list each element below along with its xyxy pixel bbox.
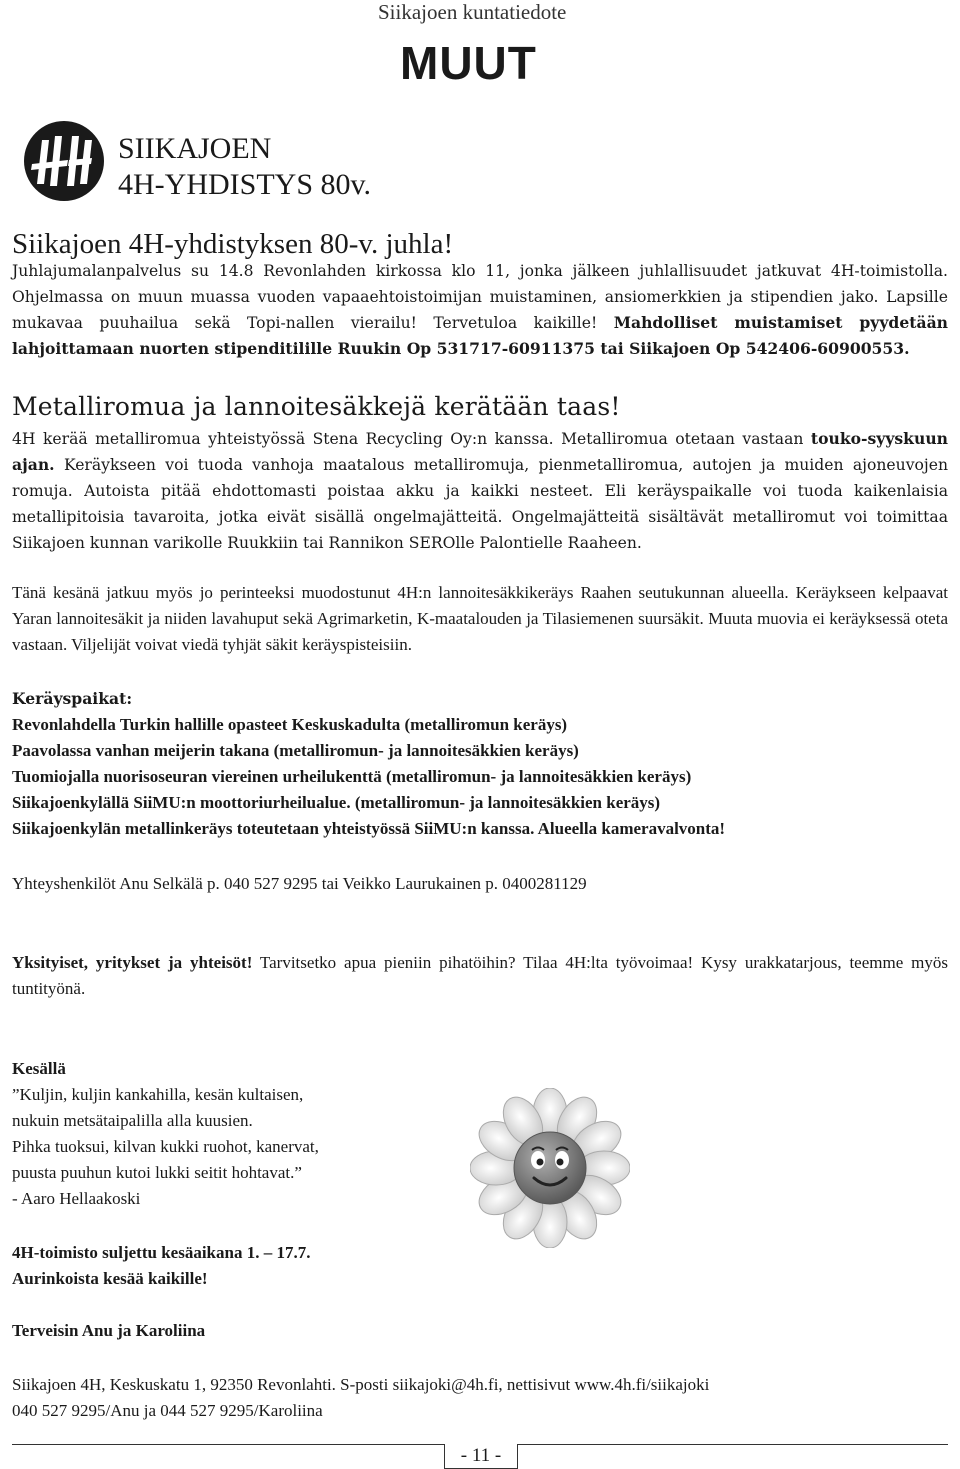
- org-name-line2: 4H-YHDISTYS 80v.: [118, 168, 372, 201]
- article3-bold: Yksityiset, yritykset ja yhteisöt!: [12, 953, 253, 972]
- collect-heading: Keräyspaikat:: [12, 689, 133, 708]
- collect-point: Paavolassa vanhan meijerin takana (metalliromun- ja lannoitesäkkien keräys): [12, 741, 579, 760]
- phone-line: 040 527 9295/Anu ja 044 527 9295/Karoliina: [12, 1401, 323, 1420]
- collect-point: Tuomiojalla nuorisoseuran viereinen urheilukenttä (metalliromun- ja lannoitesäkkien keräys): [12, 767, 692, 786]
- article1-title: Siikajoen 4H-yhdistyksen 80-v. juhla!: [12, 228, 454, 260]
- collect-point: Siikajoenkylällä SiiMU:n moottoriurheilualue. (metalliromun- ja lannoitesäkkien keräys): [12, 793, 661, 812]
- smiling-flower-icon: [470, 1088, 630, 1248]
- greetings: Terveisin Anu ja Karoliina: [12, 1321, 206, 1340]
- article2-paragraph1: [12, 426, 948, 556]
- article1-donation: Mahdolliset muistamiset pyydetään lahjoittamaan nuorten stipenditilille Ruukin Op 531717-60911375 tai Siikajoen Op 542406-60900553.: [12, 313, 949, 358]
- 4h-logo-icon: [22, 120, 106, 202]
- publication-title: Siikajoen kuntatiedote: [378, 0, 567, 24]
- article1-intro: Juhlajumalanpalvelus su 14.8 Revonlahden kirkossa klo 11, jonka jälkeen juhlallisuudet jatkuvat 4H-toimistolla. Ohjelmassa on muun muassa vuoden vapaaehtoistoimijan muistaminen, ansiomerkkien ja stipendien jako. Lapsille mukavaa puuhailua sekä Topi-nallen vierailu! Tervetuloa kaikille!: [12, 262, 948, 332]
- article1-body: [12, 258, 948, 362]
- address-line: Siikajoen 4H, Keskuskatu 1, 92350 Revonlahti. S-posti siikajoki@4h.fi, nettisivut www.4h.fi/siikajoki: [12, 1375, 710, 1394]
- article2-title: Metalliromua ja lannoitesäkkejä kerätään taas!: [12, 392, 621, 421]
- article2-paragraph2: Tänä kesänä jatkuu myös jo perinteeksi muodostunut 4H:n lannoitesäkkikeräys Raahen seutukunnan alueella. Keräykseen kelpaavat Yaran lannoitesäkit ja niiden lavahuput sekä Agrimarketin, K-maatalouden ja Tilasiemenen suursäkit. Muuta muovia ei keräyksessä oteta vastaan. Viljelijät voivat viedä tyhjät säkit keräyspisteisiin.: [12, 583, 948, 654]
- article2-p1-text2: Keräykseen voi tuoda vanhoja maatalous metalliromuja, pienmetalliromua, autojen ja muiden ajoneuvojen romuja. Autoista pitää ehdottomasti poistaa akku ja kaikki nesteet. Eli keräyspaikalle voi tuoda kaikenlaisia metallipitoisia tavaroita, jotka eivät sisällä ongelmajätteitä. Ongelmajätteitä sisältävät metalliromut voi toimittaa Siikajoen kunnan varikolle Ruukkiin tai Rannikon SEROlle Palontielle Raaheen.: [12, 456, 948, 552]
- poem-line: ”Kuljin, kuljin kankahilla, kesän kultaisen,: [12, 1085, 304, 1104]
- org-name-line1: SIIKAJOEN: [118, 132, 272, 165]
- office-closed-notice: 4H-toimisto suljettu kesäaikana 1. – 17.7.: [12, 1243, 311, 1262]
- poem-title: Kesällä: [12, 1059, 66, 1078]
- article3-text: Tarvitsetko apua pieniin pihatöihin? Tilaa 4H:lta työvoimaa! Kysy urakkatarjous, teemme myös tuntityönä.: [12, 953, 948, 998]
- contact-persons: Yhteyshenkilöt Anu Selkälä p. 040 527 9295 tai Veikko Laurukainen p. 0400281129: [12, 874, 587, 893]
- poem-line: puusta puuhun kutoi lukki seitit hohtavat.”: [12, 1163, 302, 1182]
- summer-wish: Aurinkoista kesää kaikille!: [12, 1269, 208, 1288]
- poem-line: Pihka tuoksui, kilvan kukki ruohot, kanervat,: [12, 1137, 319, 1156]
- page-number: - 11 -: [444, 1444, 518, 1469]
- section-title: MUUT: [400, 37, 537, 89]
- poem-line: nukuin metsätaipalilla alla kuusien.: [12, 1111, 253, 1130]
- collect-point: Siikajoenkylän metallinkeräys toteutetaan yhteistyössä SiiMU:n kanssa. Alueella kameravalvonta!: [12, 819, 726, 838]
- article3-body: [12, 950, 948, 1002]
- article2-p1-bold: touko-syyskuun ajan.: [12, 429, 948, 474]
- poem-author: - Aaro Hellaakoski: [12, 1189, 141, 1208]
- collect-point: Revonlahdella Turkin hallille opasteet Keskuskadulta (metalliromun keräys): [12, 715, 568, 734]
- article2-p1-text: 4H kerää metalliromua yhteistyössä Stena Recycling Oy:n kanssa. Metalliromua otetaan vastaan: [12, 430, 811, 448]
